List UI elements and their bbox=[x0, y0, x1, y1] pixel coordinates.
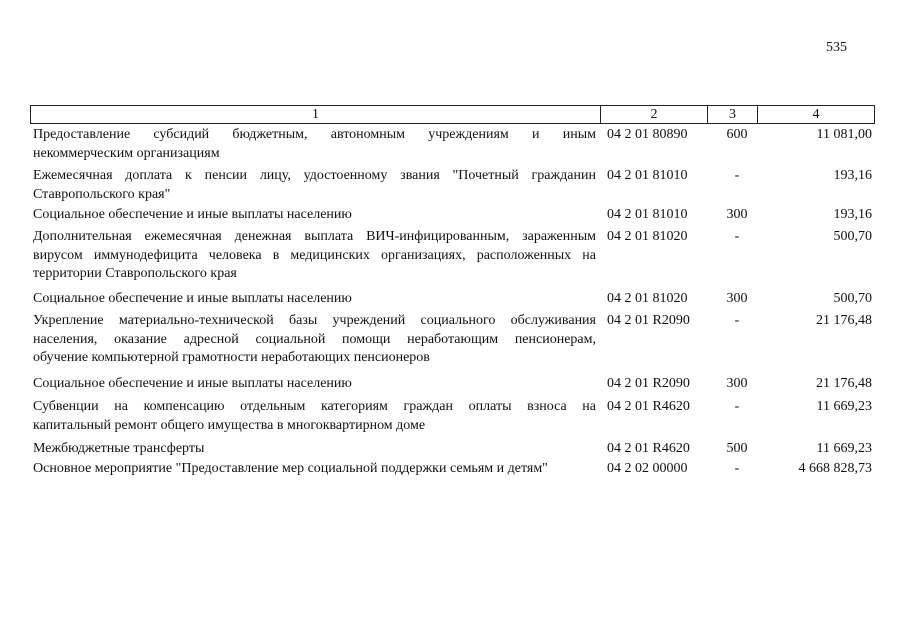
row-name-line: капитальный ремонт общего имущества в многоквартирном доме bbox=[33, 417, 426, 433]
row-name-line: Субвенции на компенсацию отдельным категориям граждан оплаты взноса на bbox=[33, 399, 596, 414]
row-name bbox=[30, 460, 596, 479]
row-amount: 193,16 bbox=[833, 168, 872, 183]
row-name bbox=[30, 375, 596, 394]
row-code: 04 2 01 81020 bbox=[607, 291, 688, 306]
row-name bbox=[30, 167, 596, 204]
table-row bbox=[30, 290, 876, 309]
row-amount: 500,70 bbox=[833, 291, 872, 306]
header-col-4: 4 bbox=[812, 107, 820, 122]
row-name-line: Основное мероприятие "Предоставление мер социальной поддержки семьям и детям" bbox=[33, 461, 548, 476]
row-name-line: Социальное обеспечение и иные выплаты населению bbox=[33, 207, 352, 222]
row-code: 04 2 01 81010 bbox=[607, 207, 688, 222]
row-name bbox=[30, 440, 596, 459]
row-name bbox=[30, 398, 596, 435]
row-name bbox=[30, 228, 596, 284]
table-row bbox=[30, 206, 876, 225]
row-type: 300 bbox=[726, 207, 748, 222]
row-name-line: вирусом иммунодефицита человека в медицинских организациях, расположенных на bbox=[33, 247, 596, 263]
row-name-line: Межбюджетные трансферты bbox=[33, 441, 205, 456]
row-type: 500 bbox=[726, 441, 748, 456]
row-name bbox=[30, 312, 596, 368]
row-name bbox=[30, 206, 596, 225]
row-type: 300 bbox=[726, 291, 748, 306]
row-amount: 21 176,48 bbox=[816, 376, 872, 391]
table-row bbox=[30, 228, 876, 284]
header-col-1: 1 bbox=[31, 106, 601, 123]
table-row bbox=[30, 398, 876, 435]
row-amount: 500,70 bbox=[833, 229, 872, 244]
header-col-2: 2 bbox=[601, 106, 708, 123]
row-name-line: обучение компьютерной грамотности неработающих пенсионеров bbox=[33, 350, 430, 365]
row-code: 04 2 01 R4620 bbox=[607, 441, 690, 456]
row-code: 04 2 01 R4620 bbox=[607, 399, 690, 414]
row-type: - bbox=[734, 461, 740, 476]
row-name-line: Предоставление субсидий бюджетным, автономным учреждениям и иным bbox=[33, 127, 596, 142]
row-code: 04 2 01 R2090 bbox=[607, 313, 690, 328]
row-code: 04 2 01 80890 bbox=[607, 127, 688, 142]
row-code: 04 2 02 00000 bbox=[607, 461, 688, 476]
table-row bbox=[30, 312, 876, 368]
row-name-line: Ежемесячная доплата к пенсии лицу, удостоенному звания "Почетный гражданин bbox=[33, 168, 596, 183]
table-row bbox=[30, 460, 876, 479]
row-name-line: Дополнительная ежемесячная денежная выплата ВИЧ-инфицированным, зараженным bbox=[33, 229, 596, 244]
table-header bbox=[30, 105, 875, 124]
row-amount: 4 668 828,73 bbox=[798, 461, 872, 476]
row-type: - bbox=[734, 168, 740, 183]
row-name-line: Социальное обеспечение и иные выплаты населению bbox=[33, 376, 352, 391]
row-code: 04 2 01 81010 bbox=[607, 168, 688, 183]
row-name-line: некоммерческим организациям bbox=[33, 145, 220, 161]
page-number: 535 bbox=[826, 40, 847, 55]
row-name-line: Ставропольского края" bbox=[33, 186, 171, 202]
row-amount: 193,16 bbox=[833, 207, 872, 222]
row-name-line: Социальное обеспечение и иные выплаты населению bbox=[33, 291, 352, 306]
table-row bbox=[30, 167, 876, 204]
row-type: 300 bbox=[726, 376, 748, 391]
row-amount: 11 669,23 bbox=[816, 399, 872, 414]
row-type: 600 bbox=[726, 127, 748, 142]
row-type: - bbox=[734, 229, 740, 244]
table-row bbox=[30, 126, 876, 163]
row-code: 04 2 01 81020 bbox=[607, 229, 688, 244]
row-code: 04 2 01 R2090 bbox=[607, 376, 690, 391]
table-row bbox=[30, 440, 876, 459]
table-row bbox=[30, 375, 876, 394]
row-name bbox=[30, 126, 596, 163]
row-name-line: населения, оказание адресной социальной помощи неработающим пенсионерам, bbox=[33, 331, 596, 347]
row-name-line: Укрепление материально-технической базы учреждений социального обслуживания bbox=[33, 313, 596, 328]
row-amount: 21 176,48 bbox=[816, 313, 872, 328]
row-type: - bbox=[734, 399, 740, 414]
row-amount: 11 081,00 bbox=[816, 127, 872, 142]
row-amount: 11 669,23 bbox=[816, 441, 872, 456]
row-name-line: территории Ставропольского края bbox=[33, 266, 237, 281]
row-type: - bbox=[734, 313, 740, 328]
header-col-3: 3 bbox=[708, 106, 758, 123]
row-name bbox=[30, 290, 596, 309]
